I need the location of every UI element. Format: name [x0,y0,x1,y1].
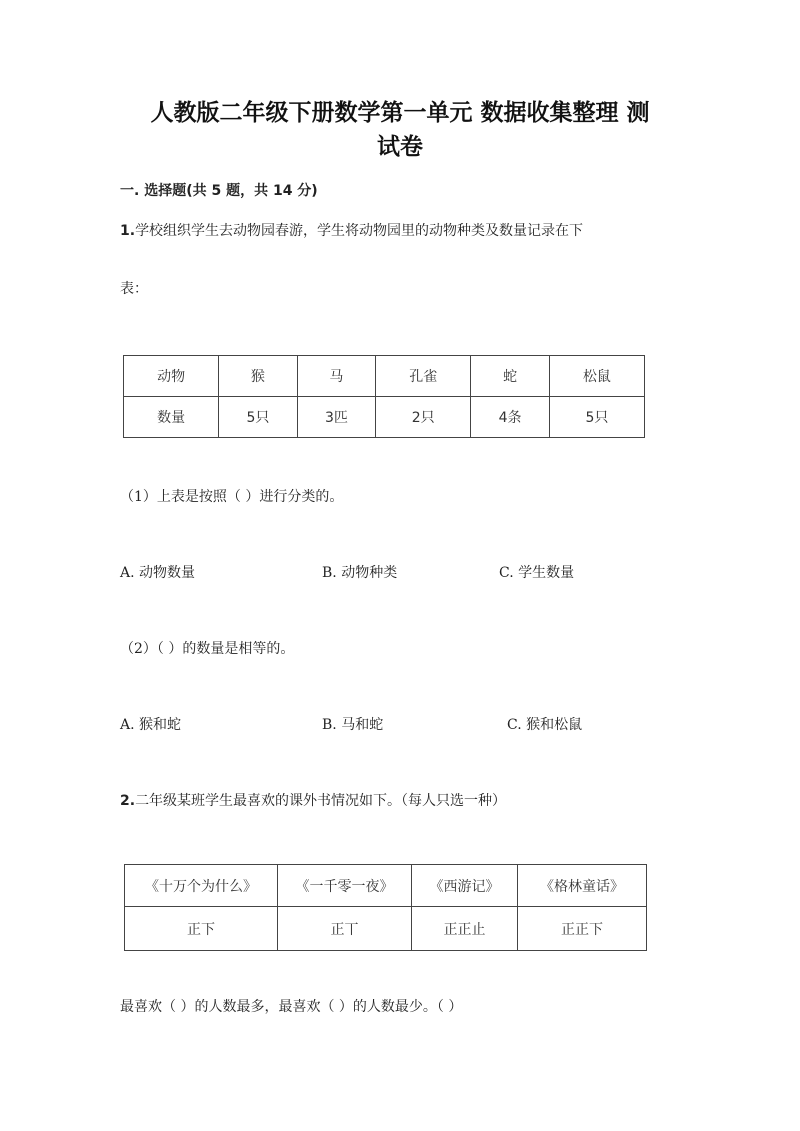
page-title-line-1: 人教版二年级下册数学第一单元 数据收集整理 测 [150,100,650,126]
tally-row [125,907,647,951]
table-cell: 4条 [471,397,550,438]
question-2-text [120,790,506,810]
table-cell: 动物 [124,356,219,397]
page-title-line-2: 试卷 [377,134,423,160]
option-b[interactable]: B. 马和蛇 [322,717,384,733]
table-cell: 《格林童话》 [518,865,647,907]
table-cell [518,907,647,951]
question-2-body: 二年级某班学生最喜欢的课外书情况如下。（每人只选一种） [135,793,507,809]
option-c[interactable]: C. 猴和松鼠 [507,717,583,733]
table-cell: 松鼠 [549,356,644,397]
tally-mark: 正下 [187,921,215,938]
option-c[interactable]: C. 学生数量 [499,565,575,581]
question-number: 2. [120,793,136,809]
table-cell: 孔雀 [376,356,471,397]
table-cell: 2只 [376,397,471,438]
question-1-line-2: 表： [120,281,148,297]
tally-mark: 正丅 [330,921,359,938]
table-cell: 蛇 [471,356,550,397]
tally-mark: 正正止 [443,921,486,938]
table-cell: 马 [297,356,376,397]
table-cell: 数量 [124,397,219,438]
table-cell: 3匹 [297,397,376,438]
table-cell: 《西游记》 [412,865,518,907]
table-cell: 《一千零一夜》 [278,865,412,907]
option-a[interactable]: A. 猴和蛇 [120,717,182,733]
book-table [124,864,647,951]
fill-in-blank: 最喜欢（ ）的人数最多，最喜欢（ ）的人数最少。（ ） [120,999,463,1015]
sub-question-2: （2）（ ）的数量是相等的。 [120,641,295,657]
question-1-text [120,220,583,240]
table-cell [412,907,518,951]
question-1-line-1: 学校组织学生去动物园春游，学生将动物园里的动物种类及数量记录在下 [135,223,584,239]
section-heading: 一. 选择题(共 5 题，共 14 分) [120,183,318,199]
table-cell [278,907,412,951]
question-number: 1. [120,223,136,239]
tally-mark: 正正下 [561,921,603,938]
table-cell: 《十万个为什么》 [125,865,278,907]
option-b[interactable]: B. 动物种类 [322,565,398,581]
sub-question-1: （1）上表是按照（ ）进行分类的。 [120,489,344,505]
table-header-row [124,356,645,397]
table-cell: 5只 [549,397,644,438]
animal-table [123,355,645,438]
table-cell: 5只 [219,397,298,438]
option-a[interactable]: A. 动物数量 [120,565,196,581]
table-cell [125,907,278,951]
table-cell: 猴 [219,356,298,397]
table-header-row [125,865,647,907]
table-row [124,397,645,438]
